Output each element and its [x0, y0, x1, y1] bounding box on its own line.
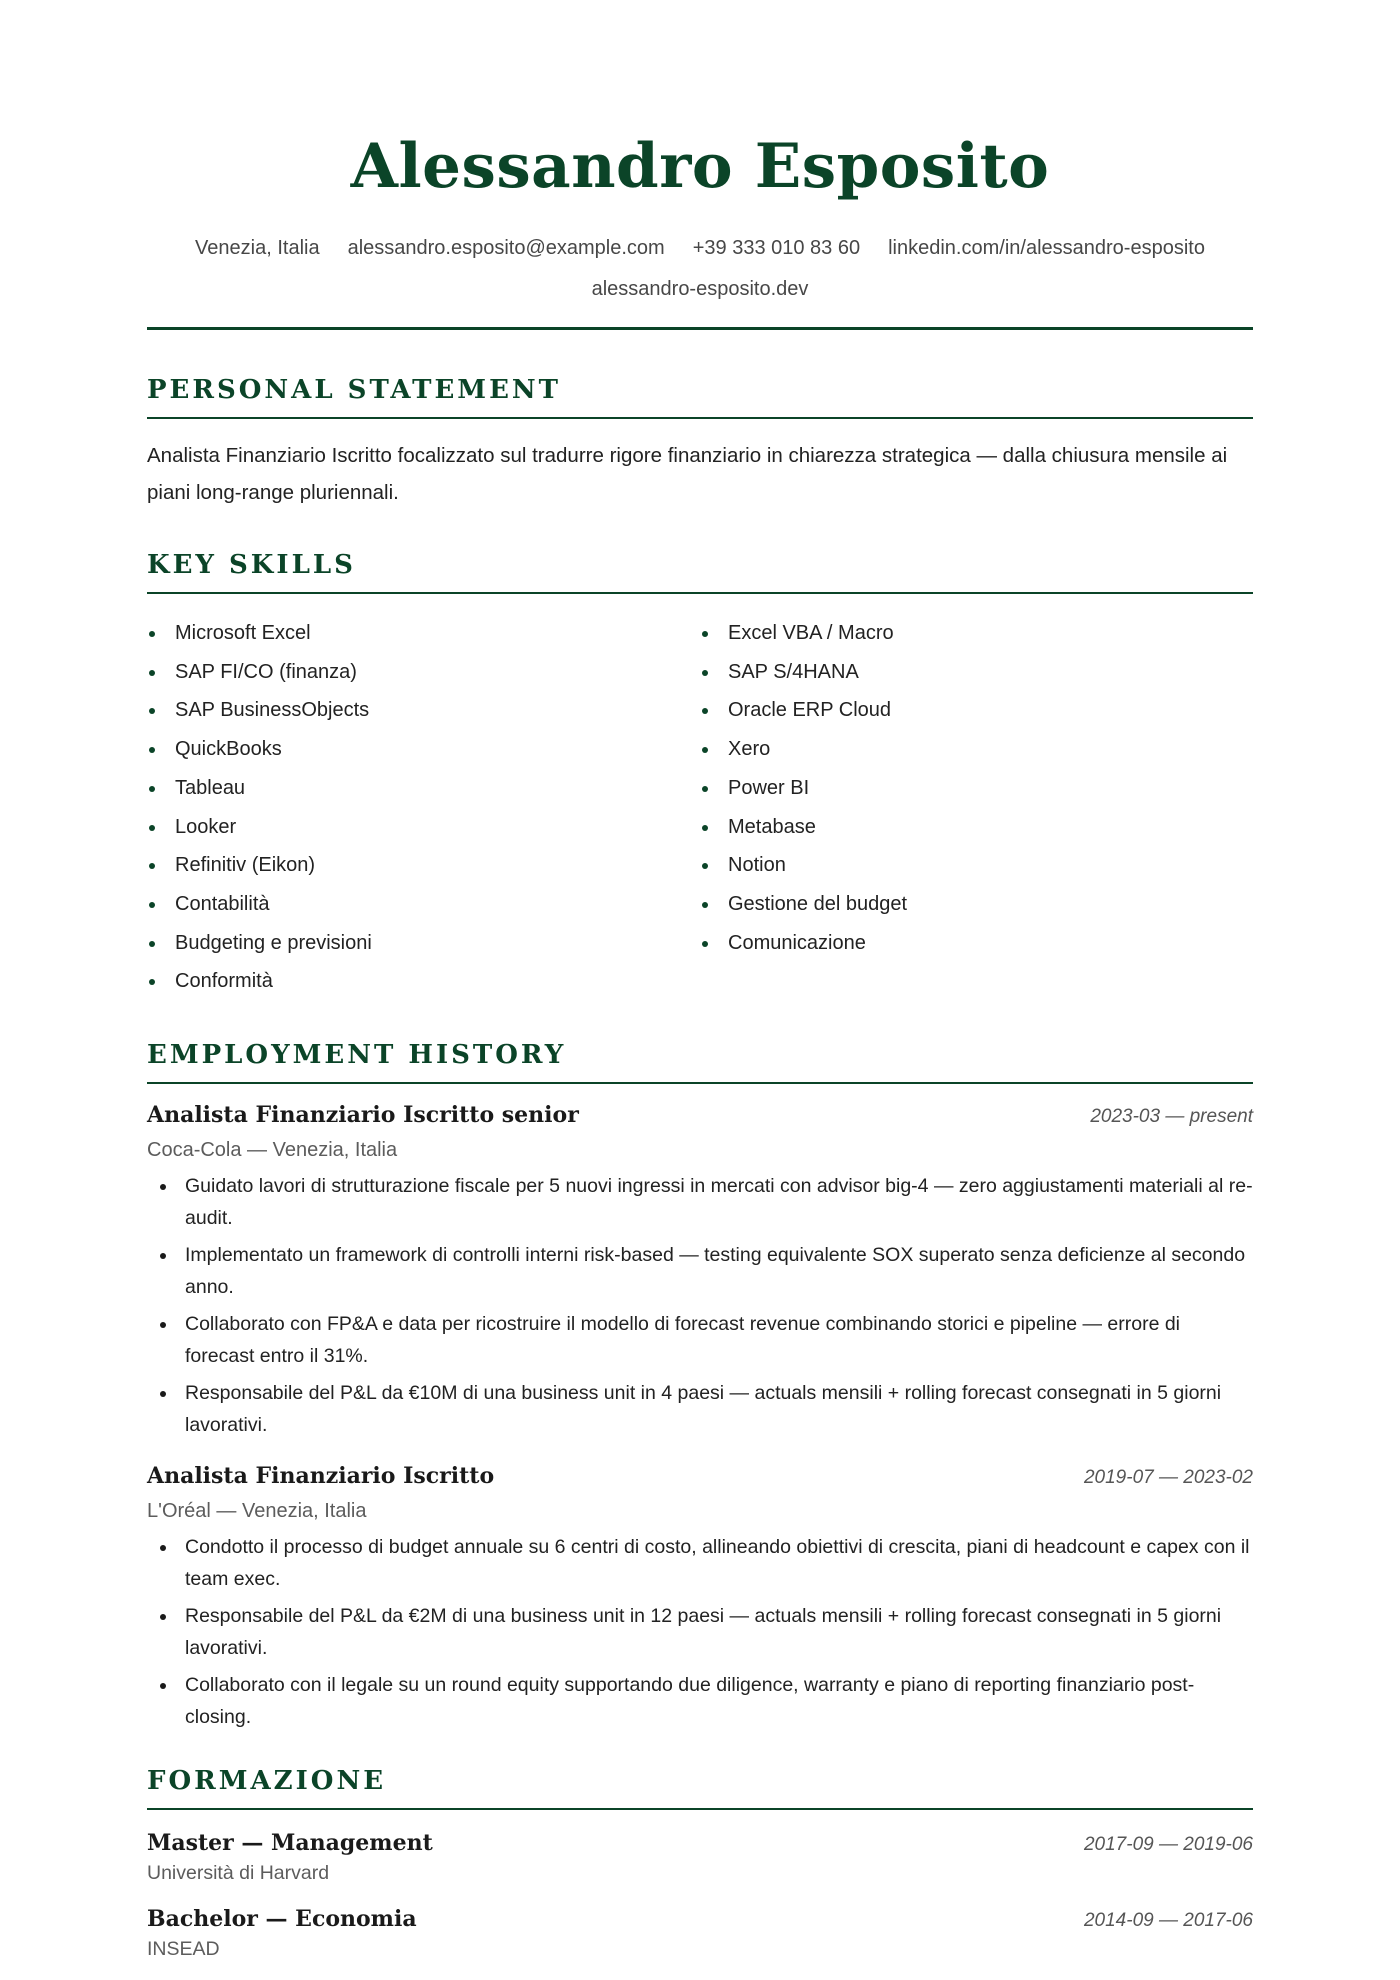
header-divider: [147, 327, 1253, 330]
skill-item: Power BI: [700, 769, 1253, 808]
skill-item: Gestione del budget: [700, 885, 1253, 924]
skill-item: Contabilità: [147, 885, 700, 924]
achievement-item: Responsabile del P&L da €10M di una business unit in 4 paesi — actuals mensili + rolling forecast consegnati in 5 giorni lavorativi.: [147, 1377, 1253, 1441]
school-name: Università di Harvard: [147, 1862, 330, 1885]
personal-statement-section: [147, 374, 1253, 511]
job-dates: 2019-07 — 2023-02: [1083, 1467, 1253, 1489]
job-header: [147, 1463, 1253, 1489]
job-header: [147, 1102, 1253, 1128]
section-divider: [147, 592, 1253, 594]
contact-location: Venezia, Italia: [195, 237, 320, 259]
skill-item: Conformità: [147, 962, 700, 1001]
candidate-name: Alessandro Esposito: [350, 131, 1050, 202]
skill-item: Tableau: [147, 769, 700, 808]
job-company: Coca-Cola — Venezia, Italia: [147, 1139, 398, 1162]
education-entry: [147, 1906, 1253, 1962]
education-header: [147, 1830, 1253, 1856]
education-dates: 2017-09 — 2019-06: [1083, 1834, 1253, 1856]
skill-item: Comunicazione: [700, 924, 1253, 963]
job-title: Analista Finanziario Iscritto: [147, 1463, 495, 1490]
skill-item: Metabase: [700, 808, 1253, 847]
education-header: [147, 1906, 1253, 1932]
section-title-employment-history: EMPLOYMENT HISTORY: [147, 1040, 567, 1071]
section-title-personal-statement: PERSONAL STATEMENT: [147, 375, 562, 405]
skills-column-left: [147, 614, 700, 1001]
skill-item: Budgeting e previsioni: [147, 924, 700, 963]
skills-list: [147, 614, 1253, 1001]
section-divider: [147, 1082, 1253, 1084]
skill-item: SAP BusinessObjects: [147, 691, 700, 730]
school-name: INSEAD: [147, 1938, 220, 1961]
job-achievements: [147, 1170, 1253, 1441]
employment-history-section: [147, 1039, 1253, 1733]
contact-linkedin[interactable]: linkedin.com/in/alessandro-esposito: [888, 237, 1205, 259]
skill-item: SAP S/4HANA: [700, 653, 1253, 692]
education-entry: [147, 1830, 1253, 1886]
contact-phone[interactable]: +39 333 010 83 60: [692, 237, 861, 259]
contact-website[interactable]: alessandro-esposito.dev: [591, 278, 809, 300]
skill-item: Oracle ERP Cloud: [700, 691, 1253, 730]
achievement-item: Condotto il processo di budget annuale su 6 centri di costo, allineando obiettivi di crescita, piani di headcount e capex con il team exec.: [147, 1531, 1253, 1595]
degree-title: Bachelor — Economia: [147, 1906, 417, 1933]
job-achievements: [147, 1531, 1253, 1733]
achievement-item: Implementato un framework di controlli interni risk-based — testing equivalente SOX superato senza deficienze al secondo anno.: [147, 1239, 1253, 1303]
key-skills-section: [147, 549, 1253, 1001]
skill-item: Microsoft Excel: [147, 614, 700, 653]
contact-info: [147, 228, 1253, 310]
section-divider: [147, 417, 1253, 419]
achievement-item: Responsabile del P&L da €2M di una business unit in 12 paesi — actuals mensili + rolling forecast consegnati in 5 giorni lavorativi.: [147, 1600, 1253, 1664]
skill-item: SAP FI/CO (finanza): [147, 653, 700, 692]
job-dates: 2023-03 — present: [1090, 1106, 1253, 1128]
statement-text: Analista Finanziario Iscritto focalizzato sul tradurre rigore finanziario in chiarezza strategica — dalla chiusura mensile ai piani long-range pluriennali.: [147, 444, 1228, 504]
section-title-key-skills: KEY SKILLS: [147, 550, 356, 580]
achievement-item: Guidato lavori di strutturazione fiscale per 5 nuovi ingressi in mercati con advisor big-4 — zero aggiustamenti materiali al re-audit.: [147, 1170, 1253, 1234]
job-entry: [147, 1463, 1253, 1733]
skills-column-right: [700, 614, 1253, 1001]
job-title: Analista Finanziario Iscritto senior: [147, 1102, 579, 1129]
achievement-item: Collaborato con FP&A e data per ricostruire il modello di forecast revenue combinando storici e pipeline — errore di forecast entro il 31%.: [147, 1308, 1253, 1372]
resume-header: [147, 0, 1253, 330]
education-section: [147, 1765, 1253, 1962]
skill-item: Excel VBA / Macro: [700, 614, 1253, 653]
contact-email[interactable]: alessandro.esposito@example.com: [347, 237, 665, 259]
education-dates: 2014-09 — 2017-06: [1083, 1910, 1253, 1932]
achievement-item: Collaborato con il legale su un round equity supportando due diligence, warranty e piano di reporting finanziario post-closing.: [147, 1669, 1253, 1733]
skill-item: QuickBooks: [147, 730, 700, 769]
section-divider: [147, 1808, 1253, 1810]
job-company: L'Oréal — Venezia, Italia: [147, 1500, 367, 1523]
degree-title: Master — Management: [147, 1830, 433, 1857]
section-title-education: FORMAZIONE: [147, 1766, 387, 1797]
skill-item: Notion: [700, 846, 1253, 885]
skill-item: Looker: [147, 808, 700, 847]
skill-item: Xero: [700, 730, 1253, 769]
job-entry: [147, 1102, 1253, 1441]
skill-item: Refinitiv (Eikon): [147, 846, 700, 885]
